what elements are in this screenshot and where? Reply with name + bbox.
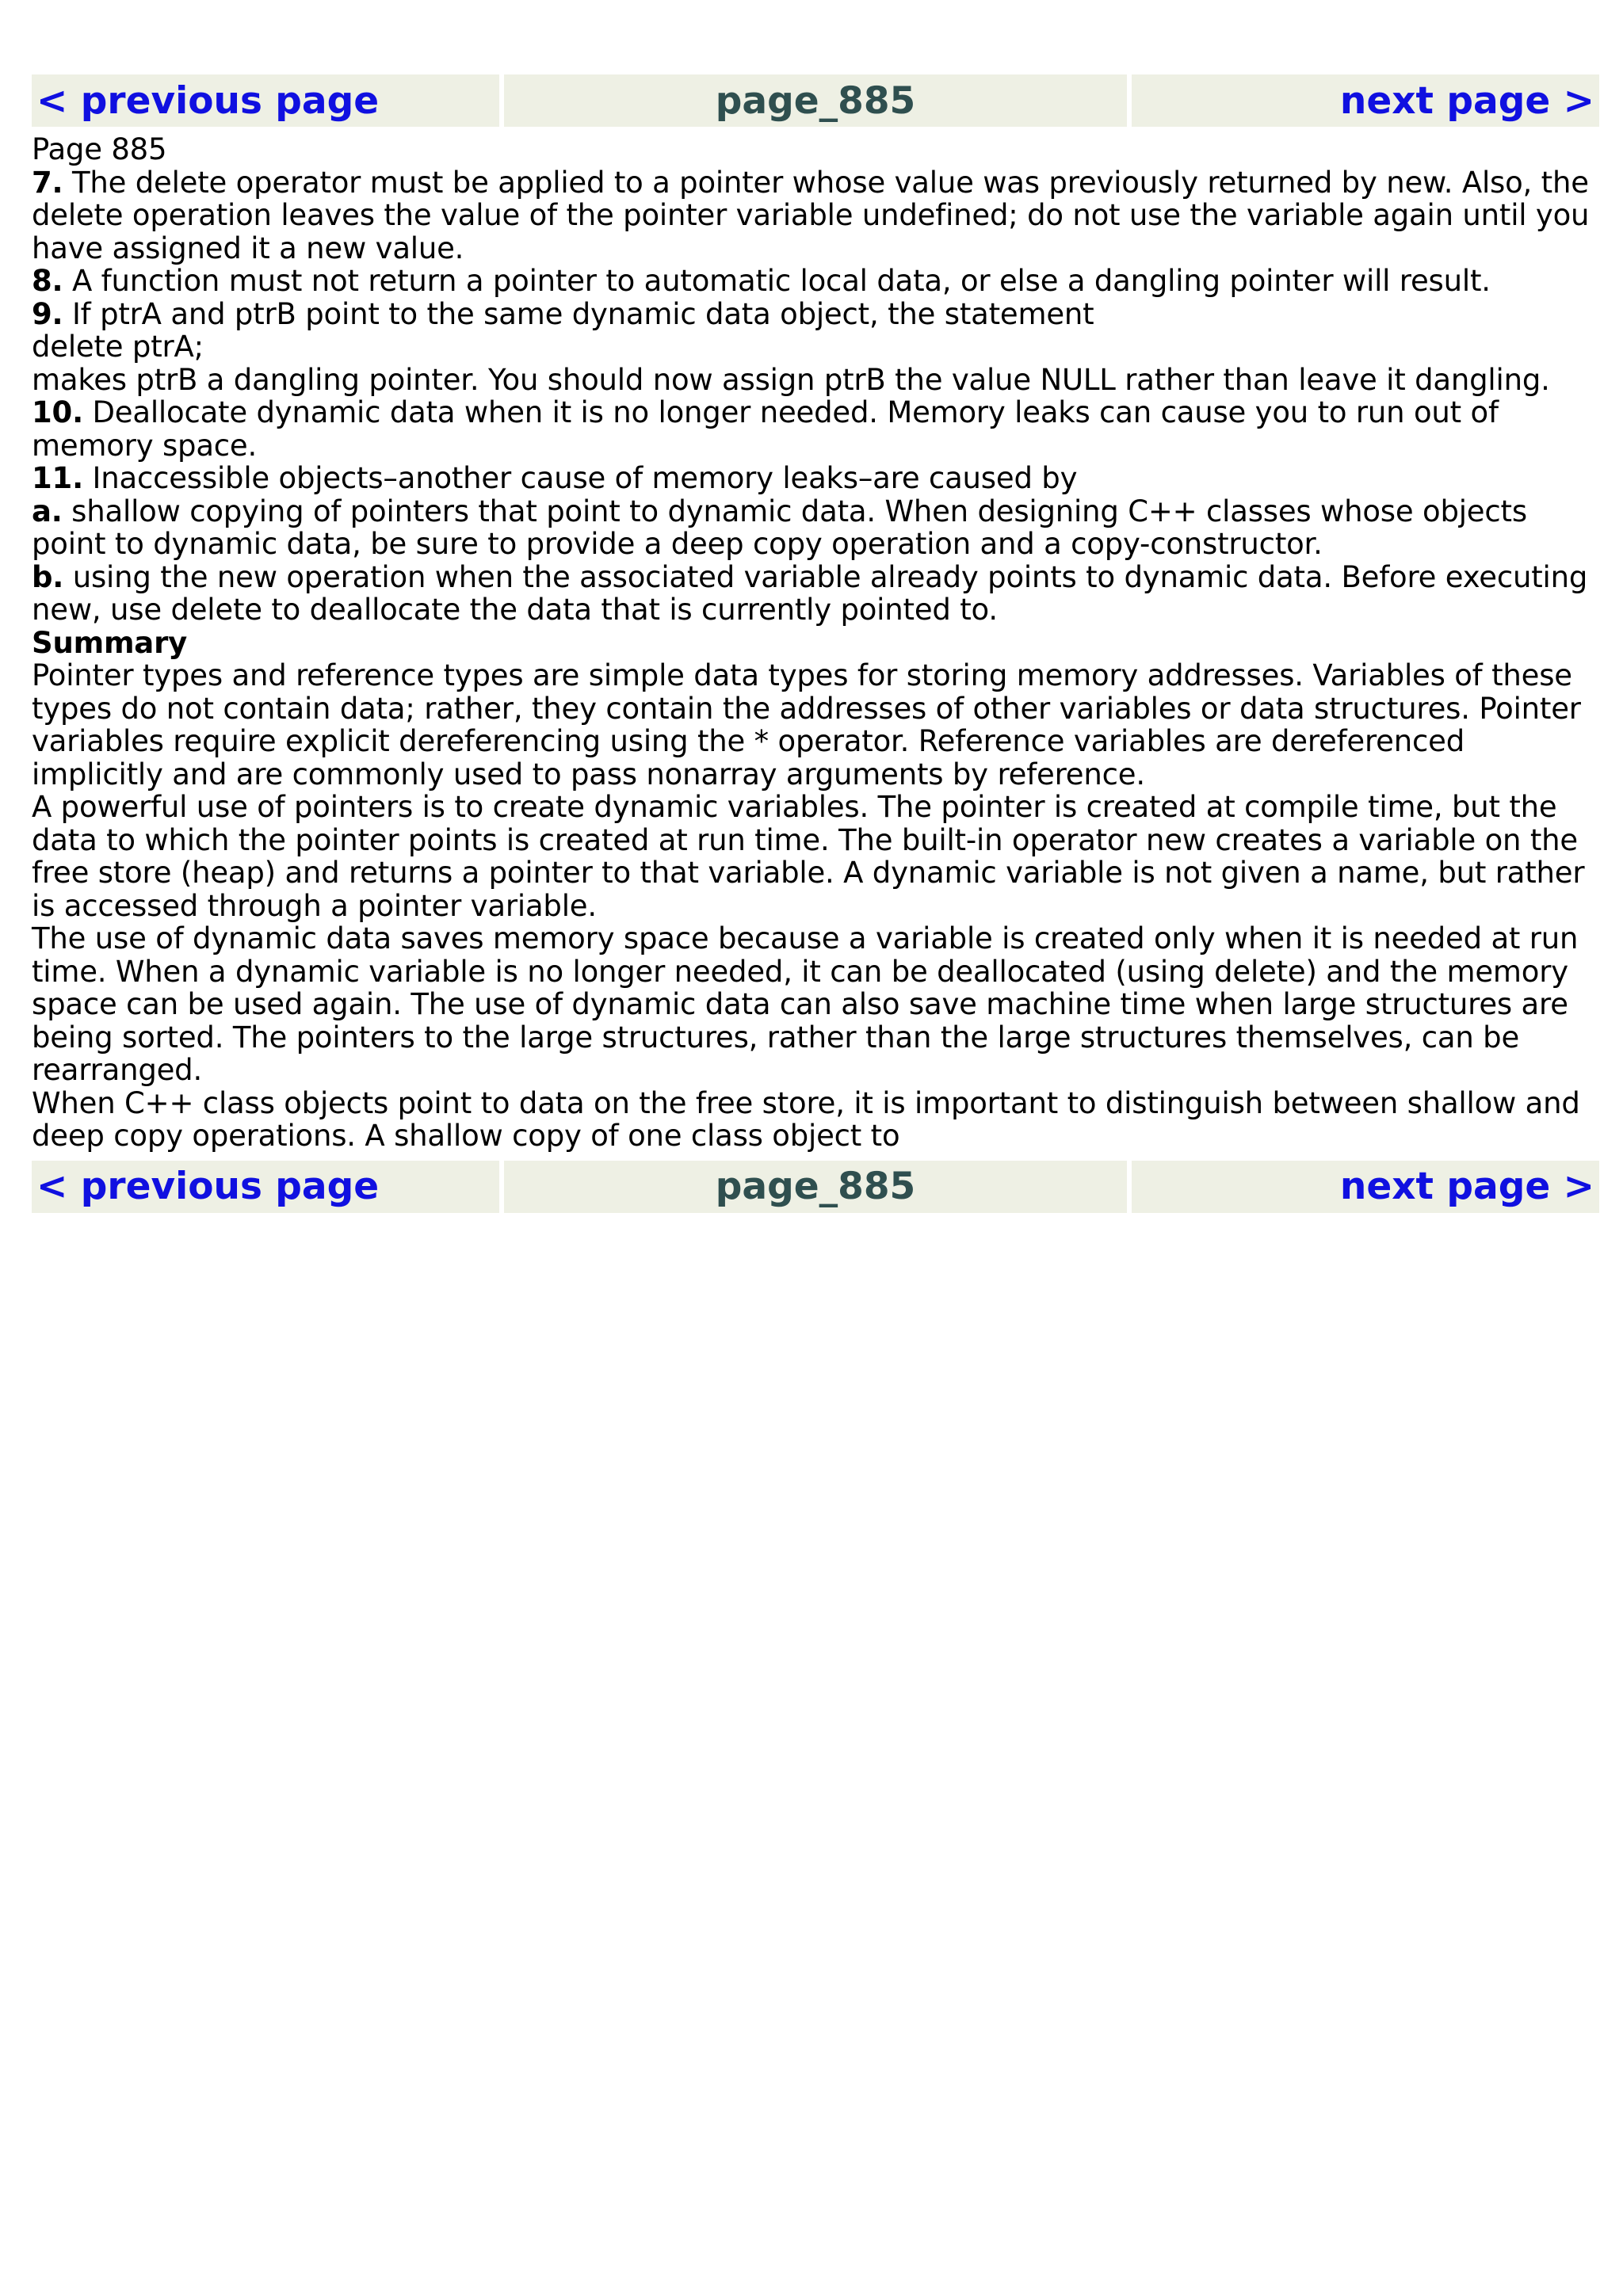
list-item-9	[32, 298, 1599, 331]
item-text: shallow copying of pointers that point to dynamic data. When designing C++ classes whose objects point to dynamic data, be sure to provide a deep copy operation and a copy-constructor.	[32, 494, 1527, 561]
summary-paragraph: When C++ class objects point to data on the free store, it is important to distinguish between shallow and deep copy operations. A shallow copy of one class object to	[32, 1085, 1580, 1153]
top-prev-cell	[32, 74, 499, 127]
after-code-text: makes ptrB a dangling pointer. You should now assign ptrB the value NULL rather than leave it dangling.	[32, 362, 1550, 397]
top-next-cell	[1132, 74, 1599, 127]
item-number: 10.	[32, 395, 83, 429]
item-number: 7.	[32, 165, 63, 200]
item-number: 9.	[32, 296, 63, 331]
item-text: If ptrA and ptrB point to the same dynamic data object, the statement	[63, 296, 1094, 331]
top-page-id: page_885	[504, 74, 1127, 127]
bottom-next-page-link[interactable]: next page >	[1339, 1165, 1594, 1208]
item-number: a.	[32, 494, 63, 528]
list-item-11	[32, 462, 1599, 495]
item-text: A function must not return a pointer to automatic local data, or else a dangling pointer will result.	[63, 264, 1491, 298]
item-number: 8.	[32, 264, 63, 298]
item-text: Deallocate dynamic data when it is no longer needed. Memory leaks can cause you to run out of memory space.	[32, 395, 1499, 463]
summary-paragraph: A powerful use of pointers is to create dynamic variables. The pointer is created at compile time, but the data to which the pointer points is created at run time. The built-in operator new creates a variable on the free store (heap) and returns a pointer to that variable. A dynamic variable is not given a name, but rather is accessed through a pointer variable.	[32, 790, 1585, 923]
list-item-b	[32, 561, 1599, 627]
top-next-page-link[interactable]: next page >	[1339, 78, 1594, 123]
item-text: The delete operator must be applied to a pointer whose value was previously returned by new. Also, the delete operation leaves the value of the pointer variable undefined; do not use the variable again until you have assigned it a new value.	[32, 165, 1590, 265]
item-text: using the new operation when the associated variable already points to dynamic data. Before executing new, use delete to deallocate the data that is currently pointed to.	[32, 559, 1588, 627]
bottom-page-id: page_885	[504, 1161, 1127, 1213]
list-item-10	[32, 396, 1599, 462]
summary-heading-text: Summary	[32, 625, 188, 660]
page-content	[32, 133, 1599, 1153]
item-text: Inaccessible objects–another cause of memory leaks–are caused by	[82, 461, 1078, 495]
item-number: 11.	[32, 461, 83, 495]
top-previous-page-link[interactable]: < previous page	[36, 78, 380, 123]
list-item-7	[32, 166, 1599, 265]
document-page	[32, 74, 1599, 1213]
bottom-next-cell	[1132, 1161, 1599, 1213]
top-navigation-bar	[32, 74, 1599, 127]
item-number: b.	[32, 559, 64, 594]
page-label: Page 885	[32, 132, 167, 166]
bottom-navigation-bar	[32, 1161, 1599, 1213]
summary-heading	[32, 627, 1599, 660]
summary-paragraph: The use of dynamic data saves memory space because a variable is created only when it is needed at run time. When a dynamic variable is no longer needed, it can be deallocated (using delete) and the memory space can be used again. The use of dynamic data can also save machine time when large structures are being sorted. The pointers to the large structures, rather than the large structures themselves, can be rearranged.	[32, 921, 1579, 1087]
list-item-8	[32, 265, 1599, 298]
code-line: delete ptrA;	[32, 330, 204, 364]
summary-paragraph: Pointer types and reference types are simple data types for storing memory addresses. Variables of these types do not contain data; rather, they contain the addresses of other variables or data structures. Pointer variables require explicit dereferencing using the * operator. Reference variables are dereferenced implicitly and are commonly used to pass nonarray arguments by reference.	[32, 658, 1581, 791]
bottom-previous-page-link[interactable]: < previous page	[36, 1165, 380, 1208]
list-item-a	[32, 495, 1599, 561]
bottom-prev-cell	[32, 1161, 499, 1213]
